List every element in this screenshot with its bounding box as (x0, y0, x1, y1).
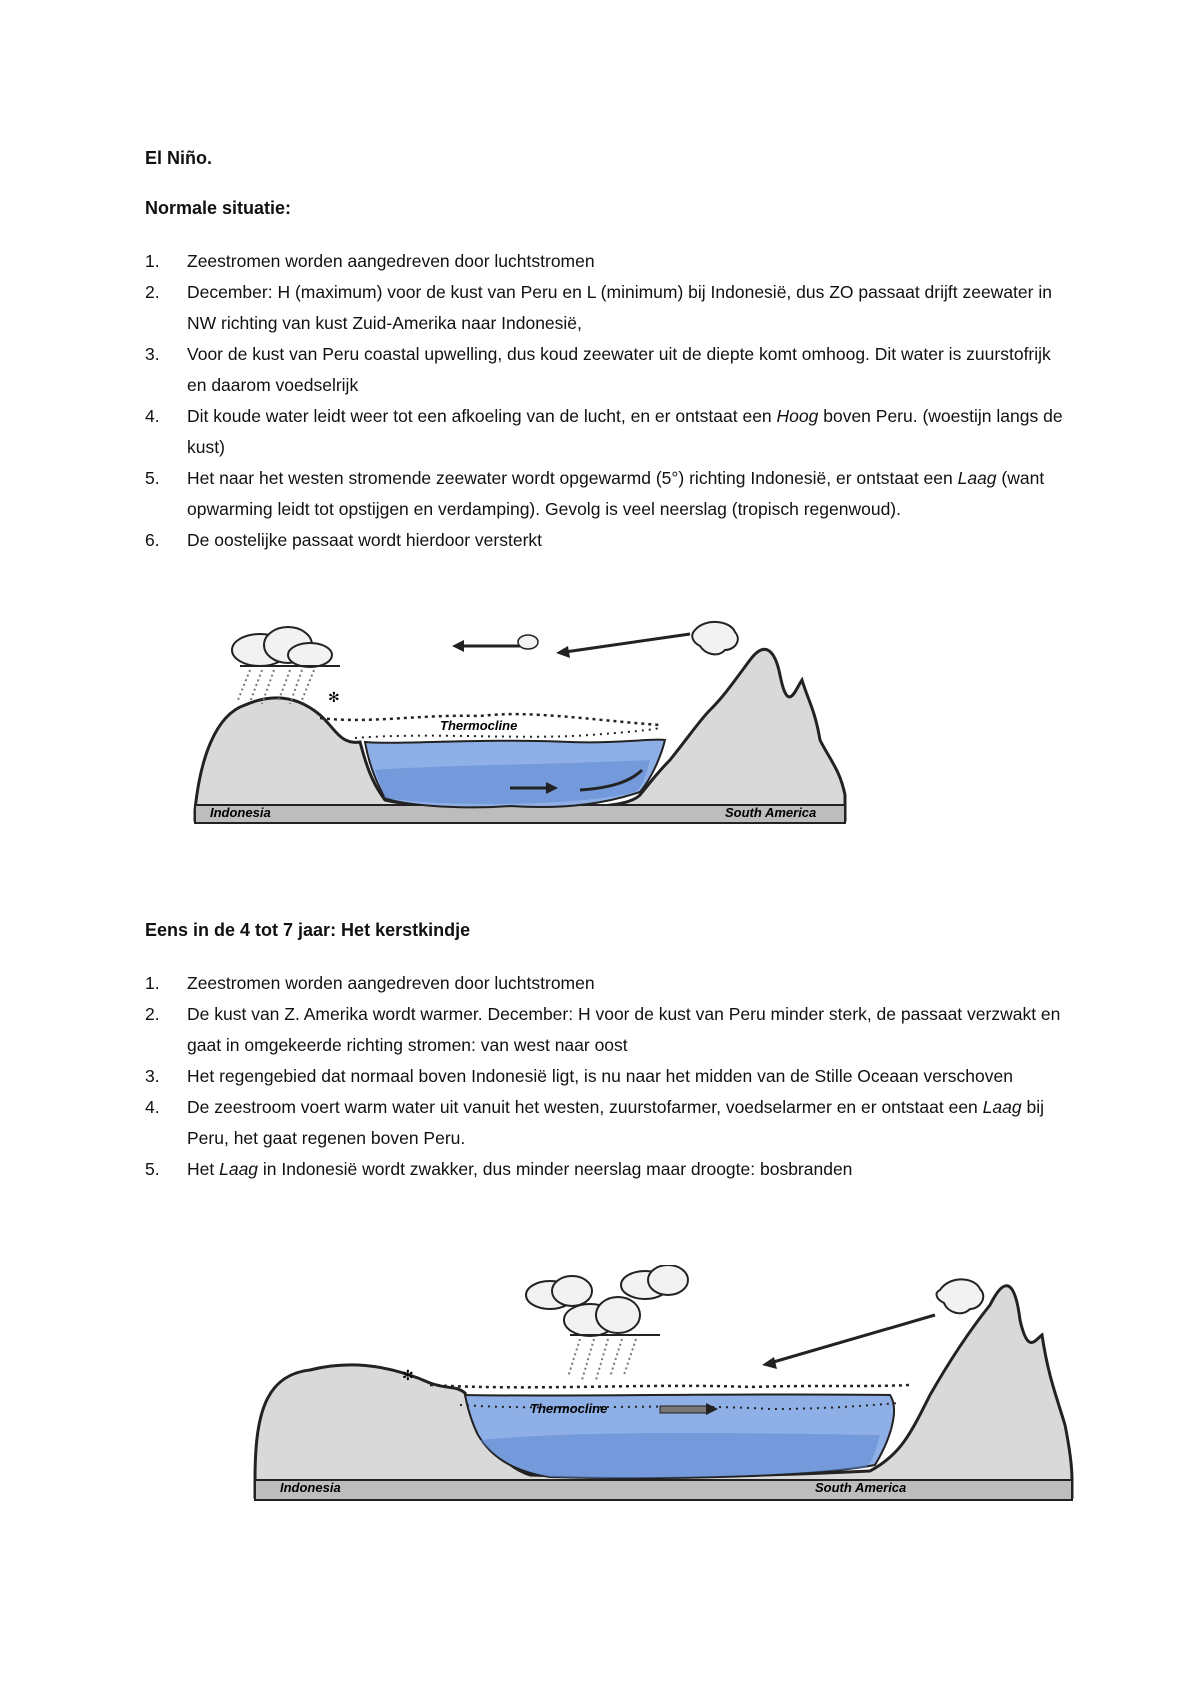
list-item (145, 1061, 1075, 1092)
list-text: De oostelijke passaat wordt hierdoor versterkt (187, 530, 543, 550)
list-text: December: H (maximum) voor de kust van Peru en L (minimum) bij Indonesië, dus ZO passaat drijft zeewater in NW richting van kust Zuid-Amerika naar Indonesië, (187, 282, 1052, 333)
list-text: Voor de kust van Peru coastal upwelling, dus koud zeewater uit de diepte komt omhoog. Dit water is zuurstofrijk en daarom voedselrijk (187, 344, 1051, 395)
list-text: bij Peru, het gaat regenen boven Peru. (187, 1097, 1044, 1148)
list-text: Zeestromen worden aangedreven door luchtstromen (187, 251, 595, 271)
list-number: 2. (145, 1004, 160, 1024)
list-item (145, 525, 1075, 556)
list-number: 4. (145, 406, 160, 426)
list-text: Het regengebied dat normaal boven Indonesië ligt, is nu naar het midden van de Stille Oceaan verschoven (187, 1066, 1013, 1086)
thermocline-label: Thermocline (530, 1401, 608, 1416)
wind-face-icon (692, 622, 738, 654)
south-america-label: South America (815, 1480, 907, 1495)
rain-clouds (526, 1265, 688, 1380)
list-number: 5. (145, 468, 160, 488)
list-number: 3. (145, 344, 160, 364)
section1-heading: Normale situatie: (145, 198, 292, 218)
list-number: 1. (145, 973, 160, 993)
list-item (145, 1092, 1075, 1154)
weak-trade-wind-arrow (762, 1315, 935, 1369)
emphasis-text: Laag (982, 1097, 1022, 1117)
list-text: in Indonesië wordt zwakker, dus minder neerslag maar droogte: bosbranden (258, 1159, 853, 1179)
indonesia-label: Indonesia (280, 1480, 341, 1495)
south-america-label: South America (725, 805, 817, 820)
el-nino-diagram (250, 1265, 1080, 1515)
list-text: boven Peru. (woestijn langs de kust) (187, 406, 1063, 457)
wind-face-icon (937, 1279, 984, 1313)
list-number: 6. (145, 530, 160, 550)
document-title: El Niño. (145, 148, 212, 168)
list-item (145, 999, 1075, 1061)
list-number: 2. (145, 282, 160, 302)
list-item (145, 339, 1075, 401)
list-text: Dit koude water leidt weer tot een afkoeling van de lucht, en er ontstaat een (187, 406, 777, 426)
list-number: 1. (145, 251, 160, 271)
palm-tree-icon: ✻ (402, 1367, 414, 1383)
list-text: Het (187, 1159, 220, 1179)
list-text: De kust van Z. Amerika wordt warmer. December: H voor de kust van Peru minder sterk, de passaat verzwakt en gaat in omgekeerde richting stromen: van west naar oost (187, 1004, 1061, 1055)
trade-wind-arrows (452, 634, 690, 658)
section2-list (145, 968, 1075, 1185)
emphasis-text: Laag (219, 1159, 259, 1179)
land-base (255, 1480, 1072, 1500)
section1-list (145, 246, 1075, 556)
list-item (145, 277, 1075, 339)
normal-situation-diagram (190, 620, 920, 840)
list-item (145, 246, 1075, 277)
emphasis-text: Laag (957, 468, 997, 488)
rain-cloud (232, 627, 340, 704)
list-number: 4. (145, 1097, 160, 1117)
list-number: 3. (145, 1066, 160, 1086)
sea-surface-line (430, 1385, 910, 1387)
list-text: De zeestroom voert warm water uit vanuit het westen, zuurstofarmer, voedselarmer en er ontstaat een (187, 1097, 983, 1117)
warm-water (480, 1433, 880, 1478)
list-item (145, 401, 1075, 463)
list-text: Zeestromen worden aangedreven door luchtstromen (187, 973, 595, 993)
palm-tree-icon: ✻ (328, 689, 340, 705)
list-text: Het naar het westen stromende zeewater wordt opgewarmd (5°) richting Indonesië, er ontstaat een (187, 468, 958, 488)
list-number: 5. (145, 1159, 160, 1179)
section2-heading: Eens in de 4 tot 7 jaar: Het kerstkindje (145, 920, 471, 940)
list-item (145, 968, 1075, 999)
list-item (145, 463, 1075, 525)
indonesia-label: Indonesia (210, 805, 271, 820)
thermocline-label: Thermocline (440, 718, 518, 733)
list-text: (want opwarming leidt tot opstijgen en verdamping). Gevolg is veel neerslag (tropisch regenwoud). (187, 468, 1045, 519)
emphasis-text: Hoog (776, 406, 819, 426)
list-item (145, 1154, 1075, 1185)
